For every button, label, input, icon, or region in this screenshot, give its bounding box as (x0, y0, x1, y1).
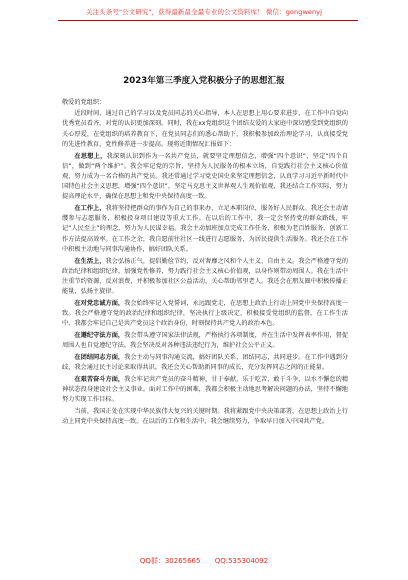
body-paragraph (62, 257, 348, 298)
paragraph-text: 当前，我国正处在实现中华民族伟大复兴的关键时期。我将紧跟党中央决策部署，在思想上政治上行动上同党中央保持高度一致。在以后的工作和生活中，我会继续努力，争取早日加入中国共产党。 (62, 407, 348, 426)
paragraph-text: 近段时间，通过自己的学习以及党员同志的关心指导，本人在思想上用心要求进步，在工作中自觉向优秀党员看齐，对党的认识更加深刻。同时，我在xx党组织这个团结友爱的大家庭中深切感受到党组织的关心厚爱，在党组织的培养教育下，在党员同志们的悉心帮助下，我积极参加政治理论学习，认真接受党的先进性教育，党性修养进一步提高。现将近期情况汇报如下： (62, 110, 348, 148)
qq-text: QQ:535304092 (214, 557, 269, 565)
body-paragraph (62, 204, 348, 255)
paragraph-lead: 在对党忠诚方面， (74, 299, 125, 307)
paragraph-list (62, 109, 348, 427)
paragraph-lead: 在艰苦奋斗方面， (74, 375, 125, 383)
qq-group-text: QQ群：30265665 (139, 557, 201, 565)
contact-footer (0, 556, 408, 566)
greeting: 敬爱的党组织： (62, 99, 106, 106)
paragraph-lead: 在团结同志方面， (74, 353, 125, 361)
body-paragraph (62, 109, 348, 150)
paragraph-text: 我会牢记共产党员的奋斗精神，甘于奉献，乐于吃苦，敢于斗争，以水不懈怠的精神状态投身建设社会主义事业。面对工作中的困难，我都会积极主动地思考解决问题的办法，坚持不懈地努力实现工作目标。 (62, 375, 349, 404)
promo-banner: 关注头条号"公文研究"，获得最新最全最专业的公文资料库！ 微信：gongwenyj (85, 8, 323, 16)
paragraph-lead: 在工作上， (74, 205, 106, 213)
body-paragraph (62, 353, 348, 373)
paragraph-lead: 在遵纪守法方面， (74, 331, 125, 339)
body-paragraph (62, 375, 348, 406)
document-title: 2023年第三季度入党积极分子的思想汇报 (123, 76, 285, 86)
body-paragraph (62, 299, 348, 330)
document-body (62, 98, 348, 429)
body-paragraph (62, 331, 348, 351)
paragraph-text: 我会始终牢记入党誓词，永远跟党走，在思想上政治上行动上同党中央保持高度一致。我会严格遵守党的政治纪律和组织纪律，坚决执行上级决定，积极接受党组织的监督，在工作生活中，我都会牢记自己是共产党员这个政治身份，时刻保持共产党人的政治本色。 (62, 299, 349, 328)
paragraph-text: 我将坚持把群众的事作为自己的事来办，立足本职岗位，服务好人民群众。我还会主动请缨参与志愿服务，积极投身项目建设等重大工作。在以后的工作中，我一定会坚持党的群众路线，牢记“人民至上”的理念，努力为人民谋幸福。我会主动加班加点完成工作任务，积极为老百姓服务，创新工作方法提高效率。在工作之余，我自愿前往社区一线进行志愿服务，为居民提供生活服务。我还会在工作中积极主动地与同事沟通协作，搞好团队关系。 (62, 205, 349, 253)
paragraph-text: 我深刻认识到作为一名共产党员，就要坚定理想信念，增强“四个意识”，坚定“四个自信”，做到“两个维护”。我会牢记党的宗旨，坚持为人民服务的根本立场，自觉践行社会主义核心价值观，努力成为一名合格的共产党员。我还常通过学习党史国史来坚定理想信念，认真学习习近平新时代中国特色社会主义思想，增强“四个意识”，坚定马克思主义世界观人生观价值观，我还结合工作实际，努力提高理论水平，确保在思想上和党中央保持高度一致。 (62, 152, 348, 201)
paragraph-text: 我会主动与同事沟通交流，搞好团队关系，团结同志，共同进步。在工作中遇到分歧，我会通过民主讨论来取得共识。我还会关心帮助新同事的成长，充分发挥同志之间的正能量。 (62, 353, 349, 372)
banner-divider (58, 20, 358, 21)
body-paragraph (62, 152, 348, 203)
paragraph-text: 我会带头遵守国家法律法规，严格执行各项制度，并在生活中发挥表率作用，督促周围人也自觉遵纪守法。我会坚决反对各种违法违纪行为，维护社会公平正义。 (62, 331, 349, 350)
paragraph-text: 我会弘扬正气，提倡勤俭节约，反对奢靡之风和个人主义、自由主义。我会严格遵守党的政治纪律和组织纪律，加强党性修养，努力践行社会主义核心价值观，以身作则带动周围人。我在生活中注重节约资源，反对浪费，并积极参加社区公益活动，关心帮助邻里老人。我还会在朋友圈中积极传播正能量，弘扬主旋律。 (62, 257, 349, 296)
paragraph-lead: 在思想上， (74, 152, 107, 160)
body-paragraph (62, 407, 348, 427)
paragraph-lead: 在生活上， (74, 257, 106, 265)
